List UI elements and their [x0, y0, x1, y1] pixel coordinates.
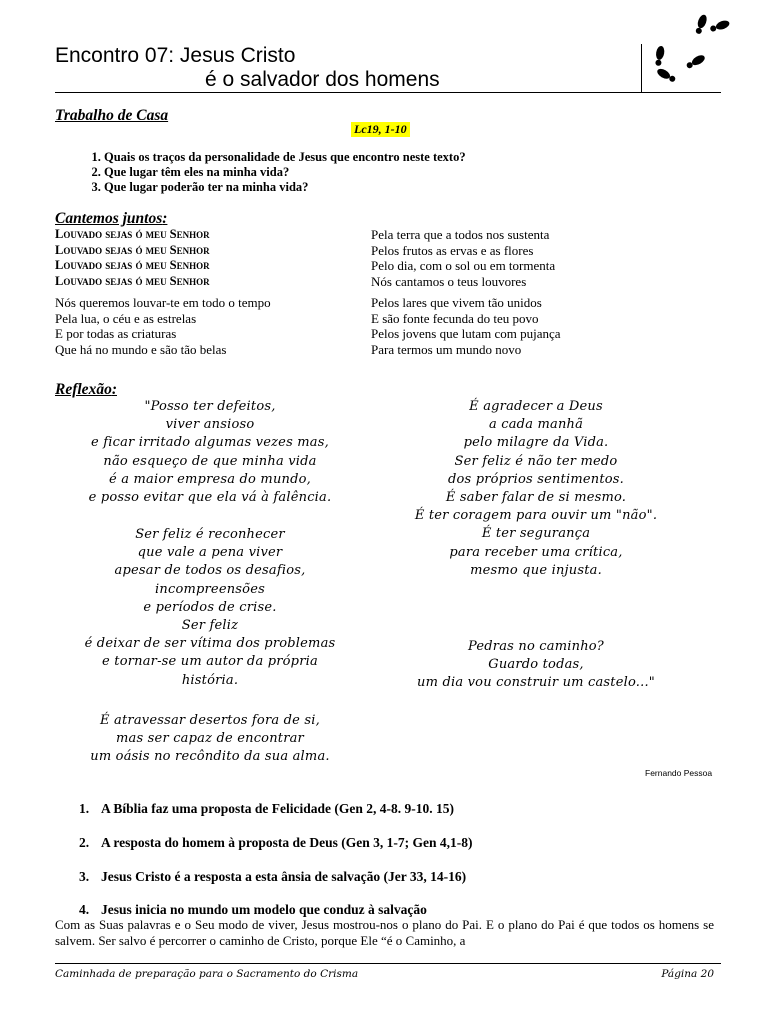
- reflection-heading: [55, 381, 117, 399]
- song-heading-text: Cantemos juntos: [55, 210, 163, 227]
- poem-line: Ser feliz é não ter medo: [454, 453, 618, 469]
- footer-left-text: Caminhada de preparação para o Sacramento do Crisma: [55, 968, 359, 980]
- poem-line: e ficar irritado algumas vezes mas,: [91, 435, 329, 451]
- song-line: Que há no mundo e são tão belas: [55, 341, 227, 357]
- topic-text: Jesus Cristo é a resposta a esta ânsia de salvação (Jer 33, 14-16): [101, 869, 467, 884]
- poem-line: e tornar-se um autor da própria: [102, 654, 318, 670]
- reflection-right-block-1: [380, 398, 692, 580]
- topic-text: Jesus inicia no mundo um modelo que conduz à salvação: [101, 902, 427, 917]
- poem-line: É agradecer a Deus: [469, 399, 603, 414]
- poem-line: e períodos de crise.: [143, 599, 277, 615]
- question-item: 1. Quais os traços da personalidade de Jesus que encontro neste texto?: [104, 150, 466, 165]
- page-number: Página 20: [661, 968, 714, 980]
- body-paragraph: Com as Suas palavras e o Seu modo de viver, Jesus mostrou-nos o plano do Pai. E o plano do Pai é que todos os homens se salvem. Ser salvo é percorrer o caminho de Cristo, porque Ele “é o Caminho, a: [55, 917, 714, 948]
- poem-line: apesar de todos os desafios,: [114, 563, 306, 579]
- reflection-left-block-2: [55, 526, 365, 690]
- song-line: Pelo dia, com o sol ou em tormenta: [371, 258, 556, 273]
- song-refrain: [55, 227, 210, 289]
- topic-number: 4.: [79, 902, 90, 917]
- topic-number: 3.: [79, 869, 90, 884]
- question-list: [58, 150, 466, 195]
- header-rule: [55, 92, 721, 93]
- reflection-heading-text: Reflexão: [55, 381, 112, 398]
- poem-line: que vale a pena viver: [137, 545, 283, 561]
- poem-line: um oásis no recôndito da sua alma.: [90, 749, 330, 765]
- topic-number: 1.: [79, 801, 90, 816]
- poem-line: incompreensões: [155, 581, 265, 597]
- topic-item: [79, 902, 427, 918]
- song-line: Louvado sejas ó meu Senhor: [55, 227, 210, 241]
- poem-line: É ter segurança: [481, 526, 591, 542]
- topic-item: [79, 801, 454, 817]
- question-item: 2. Que lugar têm eles na minha vida?: [104, 165, 466, 180]
- topic-text: A resposta do homem à proposta de Deus (Gen 3, 1-7; Gen 4,1-8): [101, 835, 473, 850]
- page-title-line-1: Encontro 07: Jesus Cristo: [55, 44, 296, 67]
- song-line: Louvado sejas ó meu Senhor: [55, 273, 210, 288]
- question-item: 3. Que lugar poderão ter na minha vida?: [104, 180, 466, 195]
- song-heading: [55, 210, 167, 228]
- reflection-heading-colon: :: [111, 381, 117, 398]
- poem-line: Ser feliz é reconhecer: [135, 527, 285, 542]
- footprints-icon: [648, 6, 760, 94]
- poem-line: é a maior empresa do mundo,: [109, 471, 311, 487]
- poem-line: para receber uma crítica,: [449, 544, 623, 560]
- song-line: Louvado sejas ó meu Senhor: [55, 258, 210, 272]
- poem-line: não esqueço de que minha vida: [103, 453, 317, 469]
- song-stanza-left-2: [55, 295, 271, 357]
- song-line: Nós queremos louvar-te em todo o tempo: [55, 295, 271, 310]
- poem-author: Fernando Pessoa: [645, 768, 713, 778]
- poem-line: um dia vou construir um castelo...": [417, 675, 655, 691]
- song-line: E são fonte fecunda do teu povo: [371, 310, 539, 326]
- song-stanza-right-2: [371, 295, 561, 357]
- bible-reference: Lc19, 1-10: [351, 122, 410, 137]
- reflection-left-block-1: [55, 398, 365, 507]
- reflection-right-block-2: [380, 638, 692, 693]
- song-line: E por todas as criaturas: [55, 326, 177, 341]
- poem-line: mas ser capaz de encontrar: [116, 731, 304, 747]
- topic-item: [79, 869, 466, 885]
- poem-line: É ter coragem para ouvir um "não".: [414, 508, 658, 524]
- topic-text: A Bíblia faz uma proposta de Felicidade (Gen 2, 4-8. 9-10. 15): [101, 801, 454, 816]
- song-line: Nós cantamos o teus louvores: [371, 273, 527, 289]
- poem-line: mesmo que injusta.: [470, 562, 602, 578]
- song-line: Pela terra que a todos nos sustenta: [371, 227, 550, 242]
- song-stanza-right-1: [371, 227, 555, 289]
- poem-line: história.: [181, 672, 239, 688]
- header-divider-vertical: [641, 44, 642, 92]
- footer-rule: [55, 963, 721, 964]
- topic-item: [79, 835, 473, 851]
- song-line: Pelos lares que vivem tão unidos: [371, 295, 542, 310]
- poem-line: É saber falar de si mesmo.: [445, 490, 627, 506]
- song-line: Pela lua, o céu e as estrelas: [55, 310, 197, 326]
- homework-heading: Trabalho de Casa: [55, 107, 169, 124]
- poem-line: Guardo todas,: [488, 657, 584, 673]
- page-title-line-2: é o salvador dos homens: [205, 68, 440, 91]
- poem-line: É atravessar desertos fora de si,: [100, 713, 320, 728]
- song-line: Pelos frutos as ervas e as flores: [371, 242, 534, 258]
- poem-line: viver ansioso: [165, 417, 255, 433]
- poem-line: Pedras no caminho?: [468, 639, 604, 654]
- song-line: Para termos um mundo novo: [371, 341, 522, 357]
- reflection-left-block-3: [55, 712, 365, 767]
- poem-line: é deixar de ser vítima dos problemas: [84, 636, 336, 652]
- song-heading-colon: :: [162, 210, 168, 227]
- poem-line: Ser feliz: [181, 618, 239, 634]
- song-line: Louvado sejas ó meu Senhor: [55, 242, 210, 257]
- poem-line: dos próprios sentimentos.: [447, 471, 624, 487]
- song-line: Pelos jovens que lutam com pujança: [371, 326, 561, 341]
- poem-line: pelo milagre da Vida.: [463, 435, 609, 451]
- poem-line: a cada manhã: [488, 417, 584, 433]
- topic-number: 2.: [79, 835, 90, 850]
- poem-line: "Posso ter defeitos,: [144, 399, 276, 414]
- poem-line: e posso evitar que ela vá à falência.: [88, 490, 332, 506]
